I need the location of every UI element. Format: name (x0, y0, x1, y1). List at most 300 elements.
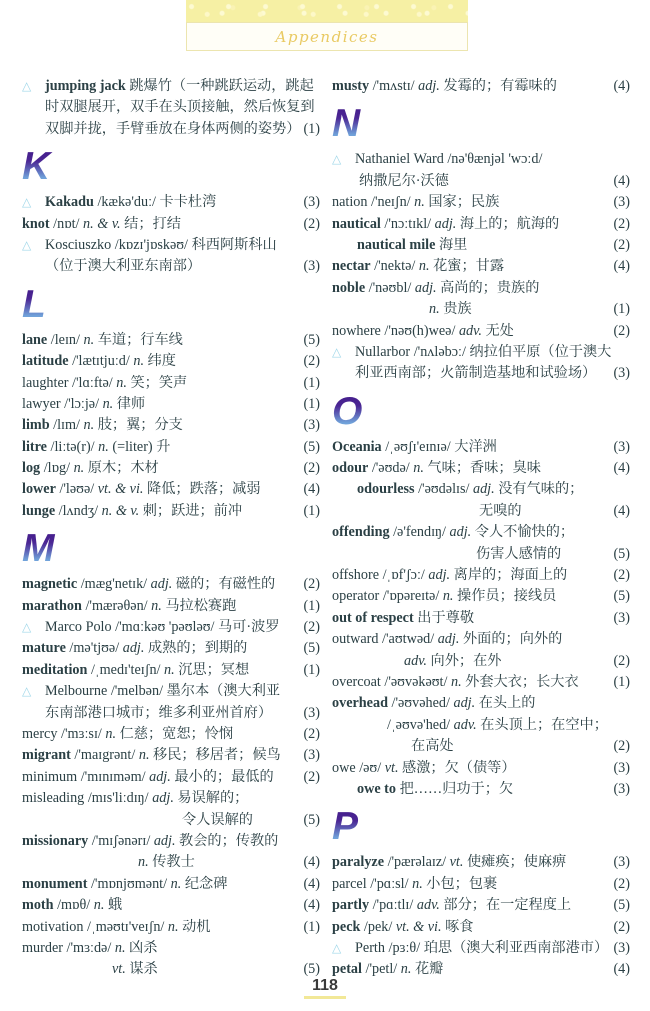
headword: overcoat (332, 673, 381, 690)
dictionary-entry (332, 874, 630, 895)
part-of-speech: n. (418, 258, 434, 275)
headword: nation (332, 194, 368, 211)
unit-number: (4) (303, 875, 320, 892)
unit-number: (2) (613, 652, 630, 669)
part-of-speech: n. (167, 918, 183, 935)
entry-line (332, 149, 630, 170)
chinese-gloss: 没有气味的； (498, 481, 584, 498)
headword: Marco Polo (45, 619, 112, 636)
triangle-marker-icon: △ (332, 152, 342, 167)
dictionary-entry (22, 437, 320, 458)
phonetic: /nɒt/ (49, 215, 84, 232)
part-of-speech: adv. (416, 897, 444, 914)
entry-line (332, 565, 630, 586)
entry-line (22, 810, 320, 831)
entry-line (332, 278, 630, 299)
headword: peck (332, 918, 361, 935)
part-of-speech: n. (442, 588, 458, 605)
chinese-gloss: 纳撒尼尔·沃德 (359, 172, 449, 189)
entry-line (332, 256, 630, 277)
chinese-gloss: 海里 (435, 236, 468, 253)
phonetic: /ˌəʊʃɪ'eɪnɪə/ (381, 438, 455, 455)
unit-number: (4) (613, 78, 630, 94)
dictionary-entry (22, 192, 320, 213)
page-title: Appendices (275, 27, 379, 46)
part-of-speech: n. (138, 854, 153, 871)
chinese-gloss: 无处 (485, 322, 514, 339)
phonetic: /'lɔːjə/ (60, 395, 103, 412)
entry-line (332, 917, 630, 938)
part-of-speech: n. (151, 597, 166, 614)
phonetic: /'ɒpəreɪtə/ (379, 588, 443, 605)
chinese-gloss: 教会的；传教的 (179, 832, 279, 849)
headword: nowhere (332, 322, 381, 339)
part-of-speech: n. (116, 374, 131, 391)
part-of-speech: adj. (153, 832, 180, 849)
section-letter-p: P (332, 800, 392, 852)
unit-number: (3) (613, 759, 630, 776)
headword: offshore (332, 567, 380, 584)
unit-number: (3) (303, 258, 320, 275)
headword: paralyze (332, 854, 385, 871)
headword: misleading (22, 790, 85, 807)
unit-number: (2) (613, 215, 630, 232)
chinese-gloss: 易误解的； (177, 790, 249, 807)
entry-line (332, 779, 630, 800)
unit-number: (2) (303, 576, 320, 593)
headword: partly (332, 897, 370, 914)
headword: knot (22, 215, 50, 232)
part-of-speech: adv. (404, 652, 431, 669)
dictionary-entry (22, 874, 320, 895)
unit-number: (1) (303, 374, 320, 391)
unit-number: (4) (303, 481, 320, 498)
chinese-gloss: 令人不愉快的； (474, 524, 575, 541)
dictionary-entry (22, 596, 320, 617)
part-of-speech: n. (429, 301, 444, 318)
headword: monument (22, 875, 88, 892)
phonetic: /'lætɪtjuːd/ (68, 353, 134, 370)
unit-number: (2) (613, 738, 630, 755)
entry-line (22, 330, 320, 351)
dictionary-entry (332, 586, 630, 607)
dictionary-entry (22, 831, 320, 874)
chinese-gloss: 无嗅的 (479, 502, 522, 519)
headword: missionary (22, 832, 89, 849)
entry-line (22, 767, 320, 788)
dictionary-entry (332, 149, 630, 192)
phonetic: /'melbən/ (107, 683, 167, 700)
dictionary-entry (332, 852, 630, 873)
chinese-gloss: 把……归功于；欠 (396, 780, 514, 797)
entry-line (22, 351, 320, 372)
unit-number: (1) (303, 597, 320, 614)
part-of-speech: vt. (384, 759, 403, 776)
headword: (=liter) (112, 438, 157, 455)
unit-number: (4) (613, 172, 630, 189)
unit-number: (5) (303, 811, 320, 828)
dictionary-entry (332, 342, 630, 385)
dictionary-entry (332, 256, 630, 277)
unit-number: (2) (613, 236, 630, 253)
headword: outward (332, 631, 379, 648)
headword: laughter (22, 374, 69, 391)
phonetic: /'mærəθən/ (81, 597, 152, 614)
phonetic: /lʌndʒ/ (55, 502, 102, 519)
part-of-speech: vt. (449, 854, 467, 871)
chinese-gloss: 磁的；有磁性的 (175, 576, 276, 593)
unit-number: (2) (303, 725, 320, 742)
entry-line (332, 672, 630, 693)
chinese-gloss: 升 (156, 438, 171, 455)
phonetic: /əʊ/ (355, 759, 385, 776)
dictionary-entry (22, 617, 320, 638)
unit-number: (5) (303, 331, 320, 348)
part-of-speech: adj. (152, 790, 178, 807)
headword: migrant (22, 747, 71, 764)
headword: operator (332, 588, 380, 605)
chinese-gloss: 使瘫痪；使麻痹 (466, 854, 567, 871)
phonetic: /ˌmedɪ'teɪʃn/ (87, 661, 165, 678)
headword: owe (332, 759, 356, 776)
chinese-gloss: 花瓣 (414, 961, 444, 978)
entry-line (332, 693, 630, 714)
entry-line (332, 479, 630, 500)
entry-line (332, 544, 630, 565)
chinese-gloss: 跳爆竹（一种跳跃运动，跳起 (125, 78, 314, 94)
chinese-gloss: 墨尔本（澳大利亚 (166, 683, 281, 700)
entry-line (332, 715, 630, 736)
unit-number: (3) (303, 704, 320, 721)
part-of-speech: n. (98, 438, 113, 455)
chinese-gloss: 小包；包裹 (426, 875, 498, 892)
chinese-gloss: 马拉松赛跑 (165, 597, 237, 614)
entry-line (22, 97, 320, 118)
headword: lower (22, 481, 56, 498)
unit-number: (3) (613, 939, 630, 956)
dictionary-entry (332, 437, 630, 458)
unit-number: (2) (613, 918, 630, 935)
entry-line (332, 235, 630, 256)
unit-number: (3) (303, 194, 320, 211)
part-of-speech: adj. (453, 695, 479, 712)
dictionary-entry (332, 608, 630, 629)
chinese-gloss: 马可·波罗 (218, 619, 280, 636)
phonetic: /'əʊvəhed/ (387, 695, 454, 712)
phonetic: /'mʌstɪ/ (369, 78, 419, 94)
headword: Kakadu (45, 194, 94, 211)
triangle-marker-icon: △ (22, 684, 32, 699)
phonetic: /nə'θænjəl 'wɔːd/ (443, 151, 543, 168)
chinese-gloss: 海上的；航海的 (459, 215, 560, 232)
headword: mercy (22, 725, 58, 742)
entry-line (332, 214, 630, 235)
dictionary-entry (22, 76, 320, 140)
triangle-marker-icon: △ (332, 940, 342, 955)
entry-line (332, 736, 630, 757)
headword: jumping jack (45, 78, 126, 94)
entry-line (332, 192, 630, 213)
entry-line (22, 235, 320, 256)
part-of-speech: n. & v. (101, 502, 143, 519)
dictionary-entry (22, 681, 320, 724)
phonetic: /'nektə/ (370, 258, 419, 275)
part-of-speech: adj. (437, 631, 463, 648)
unit-number: (5) (303, 438, 320, 455)
phonetic: /ə'fendɪŋ/ (389, 524, 450, 541)
entry-line (22, 437, 320, 458)
entry-line (332, 938, 630, 959)
chinese-gloss: 律师 (116, 395, 146, 412)
phonetic: /'əʊdə/ (368, 460, 414, 477)
chinese-gloss: 纪念碑 (184, 875, 228, 892)
phonetic: /'nʌləbɔː/ (410, 343, 470, 360)
phonetic: /kækə'duː/ (93, 194, 160, 211)
headword: nautical mile (357, 236, 436, 253)
dictionary-entry (332, 76, 630, 97)
entry-line (332, 758, 630, 779)
chinese-gloss: 刺；跃进；前冲 (142, 502, 243, 519)
part-of-speech: n. (105, 725, 120, 742)
entry-line (22, 745, 320, 766)
chinese-gloss: 感激；欠（债等） (402, 759, 516, 776)
chinese-gloss: 部分；在一定程度上 (443, 897, 572, 914)
chinese-gloss: 沉思；冥想 (178, 661, 250, 678)
dictionary-entry (22, 895, 320, 916)
phonetic: /liːtə(r)/ (46, 438, 99, 455)
unit-number: (1) (303, 120, 320, 137)
part-of-speech: adj. (149, 768, 175, 785)
phonetic: /'mɪʃənərɪ/ (88, 832, 154, 849)
unit-number: (5) (613, 545, 630, 562)
part-of-speech: n. (83, 417, 98, 434)
unit-number: (1) (613, 301, 630, 318)
glossary-column-right (332, 76, 630, 981)
entry-line (332, 895, 630, 916)
section-letter-m: M (22, 522, 82, 574)
entry-line (22, 617, 320, 638)
chinese-gloss: 啄食 (445, 918, 474, 935)
part-of-speech: n. (400, 961, 415, 978)
entry-line (22, 917, 320, 938)
phonetic: /'lɑːftə/ (68, 374, 117, 391)
part-of-speech: adj. (449, 524, 475, 541)
section-letter-o: O (332, 385, 392, 437)
unit-number: (2) (303, 215, 320, 232)
chinese-gloss: 结；打结 (124, 215, 181, 232)
dictionary-entry (22, 479, 320, 500)
phonetic: /'maɪgrənt/ (70, 747, 139, 764)
dictionary-entry (332, 672, 630, 693)
chinese-gloss: 仁慈；宽恕；怜悯 (119, 725, 234, 742)
entry-line (22, 373, 320, 394)
headword: marathon (22, 597, 82, 614)
dictionary-entry (22, 373, 320, 394)
unit-number: (3) (303, 747, 320, 764)
headword: Perth (355, 939, 385, 956)
headword: odourless (357, 481, 415, 498)
entry-line (22, 256, 320, 277)
chinese-gloss: 高尚的；贵族的 (440, 279, 540, 296)
headword: motivation (22, 918, 84, 935)
unit-number: (3) (613, 365, 630, 382)
part-of-speech: n. (170, 875, 185, 892)
unit-number: (2) (613, 322, 630, 339)
entry-line (22, 479, 320, 500)
part-of-speech: n. (93, 897, 108, 914)
unit-number: (1) (613, 673, 630, 690)
dictionary-entry (332, 758, 630, 779)
part-of-speech: n. (138, 747, 154, 764)
headword: Nullarbor (355, 343, 411, 360)
dictionary-entry (332, 565, 630, 586)
dictionary-entry (332, 214, 630, 235)
part-of-speech: n. (164, 661, 179, 678)
unit-number: (5) (303, 640, 320, 657)
phonetic: /pek/ (360, 918, 396, 935)
chinese-gloss: 凶杀 (129, 939, 158, 956)
section-letter-k: K (22, 140, 82, 192)
phonetic: /mæg'netɪk/ (77, 576, 151, 593)
phonetic: /lɒg/ (40, 460, 74, 477)
triangle-marker-icon: △ (332, 344, 342, 359)
chinese-gloss: 在高处 (411, 738, 454, 755)
part-of-speech: vt. (112, 961, 130, 978)
unit-number: (4) (303, 897, 320, 914)
chinese-gloss: 花蜜；甘露 (433, 258, 505, 275)
glossary-column-left (22, 76, 320, 981)
part-of-speech: n. (83, 331, 98, 348)
entry-line (22, 724, 320, 745)
dictionary-entry (332, 278, 630, 321)
entry-line (22, 119, 320, 140)
chinese-gloss: 外套大衣；长大衣 (465, 673, 579, 690)
headword: magnetic (22, 576, 78, 593)
dictionary-entry (22, 501, 320, 522)
entry-line (22, 660, 320, 681)
entry-line (22, 501, 320, 522)
entry-line (332, 321, 630, 342)
entry-line (22, 76, 320, 97)
part-of-speech: n. (114, 939, 130, 956)
part-of-speech: vt. & vi. (97, 481, 147, 498)
dictionary-entry (332, 235, 630, 256)
entry-line (332, 852, 630, 873)
entry-line (22, 638, 320, 659)
chinese-gloss: 降低；跌落；减弱 (147, 481, 261, 498)
section-letter-l: L (22, 278, 82, 330)
entry-line (332, 171, 630, 192)
entry-line (22, 874, 320, 895)
dictionary-entry (332, 693, 630, 757)
phonetic: /'nɔːtɪkl/ (380, 215, 435, 232)
part-of-speech: adj. (472, 481, 499, 498)
dictionary-entry (332, 321, 630, 342)
phonetic: /'mɜːsɪ/ (57, 725, 106, 742)
entry-line (22, 938, 320, 959)
chinese-gloss: 纳拉伯平原（位于澳大 (469, 343, 612, 360)
phonetic: /leɪn/ (47, 331, 84, 348)
unit-number: (2) (303, 353, 320, 370)
dictionary-entry (332, 479, 630, 522)
chinese-gloss: 国家；民族 (428, 194, 500, 211)
phonetic: /'mɜːdə/ (62, 939, 115, 956)
entry-line (332, 629, 630, 650)
chinese-gloss: 肢；翼；分支 (97, 417, 183, 434)
unit-number: (1) (303, 502, 320, 519)
chinese-gloss: 利亚西南部；火箭制造基地和试验场） (355, 365, 597, 382)
unit-number: (3) (613, 194, 630, 211)
phonetic: /ˌɒf'ʃɔː/ (379, 567, 429, 584)
entry-line (22, 415, 320, 436)
headword: limb (22, 417, 50, 434)
phonetic: /'mɪnɪməm/ (77, 768, 150, 785)
phonetic: /pɜːθ/ (384, 939, 424, 956)
chinese-gloss: 大洋洲 (454, 438, 497, 455)
triangle-marker-icon: △ (22, 79, 32, 93)
entry-line (22, 831, 320, 852)
headword: musty (332, 78, 370, 94)
dictionary-entry (22, 458, 320, 479)
headword: murder (22, 939, 63, 956)
page-footer (0, 977, 650, 999)
triangle-marker-icon: △ (22, 620, 32, 635)
phonetic: /'nəʊbl/ (365, 279, 415, 296)
part-of-speech: n. (133, 353, 148, 370)
chinese-gloss: 谋杀 (129, 961, 158, 978)
dictionary-entry (332, 192, 630, 213)
dictionary-entry (22, 745, 320, 766)
entry-line (332, 522, 630, 543)
entry-line (332, 608, 630, 629)
entry-line (332, 342, 630, 363)
headword: nectar (332, 258, 371, 275)
unit-number: (4) (613, 961, 630, 978)
triangle-marker-icon: △ (22, 237, 32, 252)
headword: petal (332, 961, 362, 978)
entry-line (22, 574, 320, 595)
entry-line (332, 76, 630, 97)
headword: lunge (22, 502, 56, 519)
dictionary-entry (332, 522, 630, 565)
unit-number: (3) (613, 780, 630, 797)
phonetic: /lɪm/ (49, 417, 84, 434)
dictionary-entry (22, 574, 320, 595)
headword: Melbourne (45, 683, 108, 700)
headword: log (22, 460, 41, 477)
chinese-gloss: 贵族 (443, 301, 472, 318)
phonetic: /mə'tjʊə/ (65, 640, 123, 657)
entry-line (22, 192, 320, 213)
chinese-gloss: 令人误解的 (182, 811, 253, 828)
dictionary-entry (22, 214, 320, 235)
chinese-gloss: 发霉的；有霉味的 (443, 78, 557, 94)
part-of-speech: adv. (453, 716, 481, 733)
unit-number: (4) (613, 502, 630, 519)
dictionary-entry (22, 938, 320, 981)
headword: Oceania (332, 438, 382, 455)
dictionary-entry (332, 938, 630, 959)
phonetic: /'mɑːkəʊ 'pəʊləʊ/ (111, 619, 219, 636)
section-letter-n: N (332, 97, 392, 149)
chinese-gloss: 原木；木材 (87, 460, 159, 477)
dictionary-entry (332, 629, 630, 672)
appendices-title-box (186, 22, 468, 51)
unit-number: (5) (613, 588, 630, 605)
phonetic: /ˌməʊtɪ'veɪʃn/ (83, 918, 168, 935)
headword: mature (22, 640, 66, 657)
chinese-gloss: （位于澳大利亚东南部） (45, 258, 202, 275)
